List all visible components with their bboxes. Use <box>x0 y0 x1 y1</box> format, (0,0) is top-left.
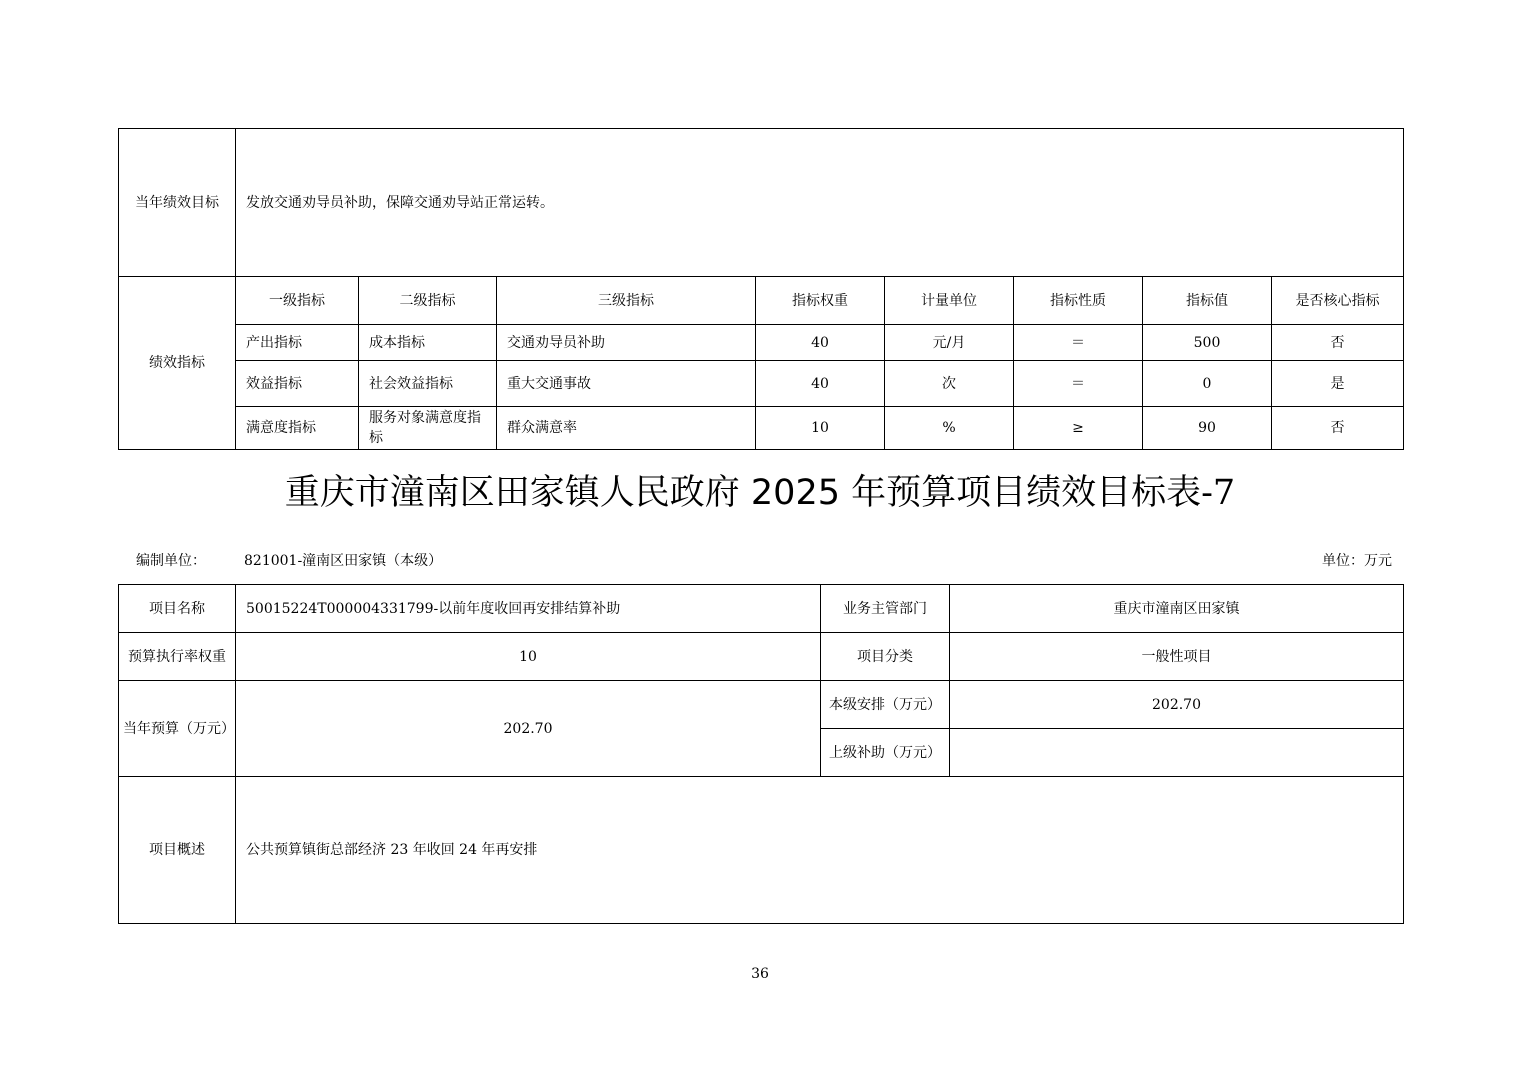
cell-value: 90 <box>1143 407 1272 450</box>
cell-weight: 10 <box>756 407 885 450</box>
header-nature: 指标性质 <box>1014 277 1143 325</box>
cell-unit: 次 <box>885 361 1014 407</box>
header-core: 是否核心指标 <box>1272 277 1404 325</box>
exec-rate-value: 10 <box>236 633 821 681</box>
project-info-table <box>118 584 1404 924</box>
category-value: 一般性项目 <box>950 633 1404 681</box>
cell-level3: 群众满意率 <box>497 407 756 450</box>
local-allocation-label: 本级安排（万元） <box>821 681 950 729</box>
indicators-label: 绩效指标 <box>119 277 236 450</box>
cell-level2: 服务对象满意度指标 <box>359 407 497 450</box>
exec-rate-label: 预算执行率权重 <box>119 633 236 681</box>
currency-unit: 单位：万元 <box>1322 553 1392 569</box>
header-level1: 一级指标 <box>236 277 359 325</box>
cell-core: 是 <box>1272 361 1404 407</box>
page-number: 36 <box>751 966 769 982</box>
table-row <box>119 407 1404 450</box>
cell-unit: 元/月 <box>885 325 1014 361</box>
cell-core: 否 <box>1272 407 1404 450</box>
cell-level2: 成本指标 <box>359 325 497 361</box>
header-level2: 二级指标 <box>359 277 497 325</box>
cell-nature: ≥ <box>1014 407 1143 450</box>
cell-unit: % <box>885 407 1014 450</box>
header-level3: 三级指标 <box>497 277 756 325</box>
local-allocation-value: 202.70 <box>950 681 1404 729</box>
cell-nature: ＝ <box>1014 325 1143 361</box>
document-title-suffix: -7 <box>1201 473 1236 513</box>
table-row <box>119 325 1404 361</box>
upper-subsidy-label: 上级补助（万元） <box>821 729 950 777</box>
overview-text: 公共预算镇街总部经济 23 年收回 24 年再安排 <box>236 777 1404 924</box>
upper-subsidy-value <box>950 729 1404 777</box>
cell-value: 0 <box>1143 361 1272 407</box>
cell-level3: 交通劝导员补助 <box>497 325 756 361</box>
cell-level2: 社会效益指标 <box>359 361 497 407</box>
document-title <box>0 470 1520 516</box>
compiling-unit-label: 编制单位： <box>136 553 206 569</box>
cell-nature: ＝ <box>1014 361 1143 407</box>
table-row <box>119 361 1404 407</box>
compiling-unit-value: 821001-潼南区田家镇（本级） <box>244 553 443 569</box>
cell-level1: 满意度指标 <box>236 407 359 450</box>
cell-level1: 产出指标 <box>236 325 359 361</box>
overview-label: 项目概述 <box>119 777 236 924</box>
budget-value: 202.70 <box>236 681 821 777</box>
goal-label: 当年绩效目标 <box>119 129 236 277</box>
project-name-label: 项目名称 <box>119 585 236 633</box>
dept-label: 业务主管部门 <box>821 585 950 633</box>
cell-level3: 重大交通事故 <box>497 361 756 407</box>
header-unit: 计量单位 <box>885 277 1014 325</box>
cell-level1: 效益指标 <box>236 361 359 407</box>
cell-value: 500 <box>1143 325 1272 361</box>
project-name-value: 50015224T000004331799-以前年度收回再安排结算补助 <box>236 585 821 633</box>
header-value: 指标值 <box>1143 277 1272 325</box>
dept-value: 重庆市潼南区田家镇 <box>950 585 1404 633</box>
goal-text: 发放交通劝导员补助，保障交通劝导站正常运转。 <box>236 129 1404 277</box>
cell-weight: 40 <box>756 361 885 407</box>
header-weight: 指标权重 <box>756 277 885 325</box>
budget-label: 当年预算（万元） <box>119 681 236 777</box>
cell-core: 否 <box>1272 325 1404 361</box>
document-title-main: 重庆市潼南区田家镇人民政府 2025 年预算项目绩效目标表 <box>284 473 1202 513</box>
previous-performance-table <box>118 128 1404 450</box>
category-label: 项目分类 <box>821 633 950 681</box>
cell-weight: 40 <box>756 325 885 361</box>
